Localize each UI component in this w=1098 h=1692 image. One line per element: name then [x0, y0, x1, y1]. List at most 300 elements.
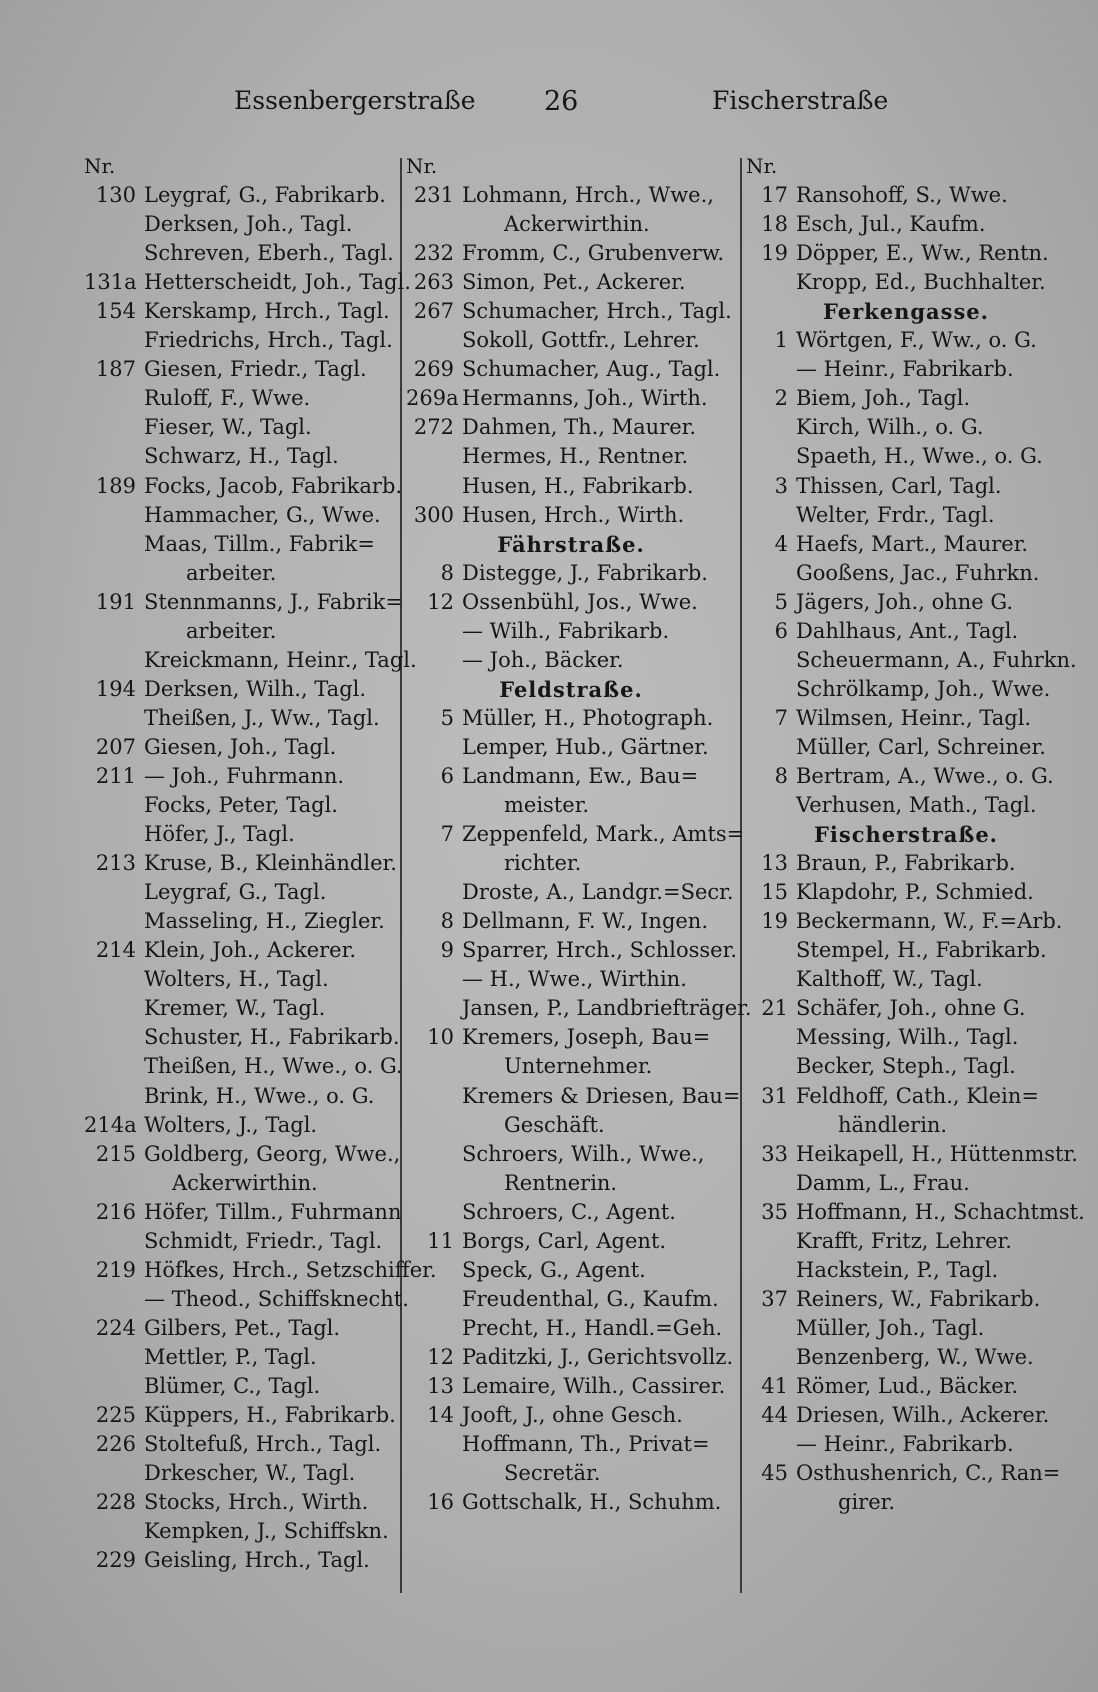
resident-entry: Stocks, Hrch., Wirth.: [144, 1490, 369, 1515]
list-item: [746, 878, 1066, 907]
house-number: 13: [427, 1373, 454, 1398]
house-number: [406, 326, 454, 355]
list-item: [746, 1082, 1066, 1111]
list-item: [84, 181, 406, 210]
resident-entry: Friedrichs, Hrch., Tagl.: [144, 328, 393, 353]
list-item: [406, 559, 736, 588]
resident-entry: — Joh., Fuhrmann.: [144, 763, 345, 788]
resident-entry: Secretär.: [504, 1461, 601, 1486]
list-item: [84, 1314, 406, 1343]
resident-entry: Goldberg, Georg, Wwe.,: [144, 1141, 401, 1166]
resident-entry: Benzenberg, W., Wwe.: [796, 1344, 1034, 1369]
resident-entry: Schroers, C., Agent.: [462, 1199, 676, 1224]
list-item: [84, 762, 406, 791]
list-item: [84, 617, 406, 646]
house-number: 18: [761, 212, 788, 237]
resident-entry: Dellmann, F. W., Ingen.: [462, 909, 709, 934]
resident-entry: Distegge, J., Fabrikarb.: [462, 560, 708, 585]
resident-entry: Rentnerin.: [504, 1170, 618, 1195]
list-item: [746, 1401, 1066, 1430]
resident-entry: Kerskamp, Hrch., Tagl.: [144, 299, 390, 324]
list-item: [746, 413, 1066, 442]
house-number: [406, 791, 454, 820]
list-item: [84, 1517, 406, 1546]
list-item: [746, 1343, 1066, 1372]
house-number: [84, 791, 136, 820]
list-item: [84, 530, 406, 559]
list-item: [746, 501, 1066, 530]
section-heading: Fischerstraße.: [813, 822, 998, 848]
house-number: [746, 1052, 788, 1081]
house-number: 21: [761, 996, 788, 1021]
list-item: [84, 1198, 406, 1227]
list-item: [746, 1198, 1085, 1227]
house-number: [746, 1256, 788, 1285]
house-number: 191: [95, 589, 136, 614]
list-item: [84, 355, 406, 384]
house-number: 14: [427, 1403, 454, 1428]
list-item: [84, 820, 406, 849]
house-number: [84, 1343, 136, 1372]
list-item: [406, 1285, 736, 1314]
resident-entry: Simon, Pet., Ackerer.: [462, 270, 686, 295]
list-item: [746, 1111, 1066, 1140]
resident-entry: Becker, Steph., Tagl.: [796, 1054, 1016, 1079]
resident-entry: Verhusen, Math., Tagl.: [796, 793, 1037, 818]
list-item: [406, 413, 736, 442]
house-number: 12: [427, 1344, 454, 1369]
resident-entry: Ackerwirthin.: [172, 1170, 318, 1195]
resident-entry: Braun, P., Fabrikarb.: [796, 851, 1016, 876]
resident-entry: Leygraf, G., Tagl.: [144, 880, 327, 905]
resident-entry: Welter, Frdr., Tagl.: [796, 502, 995, 527]
resident-entry: Klapdohr, P., Schmied.: [796, 880, 1034, 905]
house-number: 189: [95, 473, 136, 498]
list-item: [746, 530, 1066, 559]
house-number: 131a: [84, 270, 137, 295]
resident-entry: Jansen, P., Landbriefträger.: [462, 996, 752, 1021]
resident-entry: Schroers, Wilh., Wwe.,: [462, 1141, 705, 1166]
resident-entry: Landmann, Ew., Bau=: [462, 763, 699, 788]
house-number: [746, 1488, 788, 1517]
house-number: [84, 994, 136, 1023]
list-item: [746, 1459, 1066, 1488]
resident-entry: Kirch, Wilh., o. G.: [796, 415, 984, 440]
resident-entry: Lemper, Hub., Gärtner.: [462, 734, 709, 759]
list-item: [746, 239, 1066, 268]
nr-header: Nr.: [84, 154, 116, 178]
list-item: [406, 326, 736, 355]
resident-entry: Müller, H., Photograph.: [462, 705, 714, 730]
house-number: [746, 442, 788, 471]
house-number: [406, 1111, 454, 1140]
list-item: [84, 413, 406, 442]
house-number: [746, 1343, 788, 1372]
list-item: [84, 588, 406, 617]
list-item: [746, 384, 1066, 413]
list-item: [746, 442, 1066, 471]
list-item: [406, 617, 736, 646]
resident-entry: Haefs, Mart., Maurer.: [796, 531, 1029, 556]
house-number: [746, 733, 788, 762]
house-number: 214a: [84, 1112, 137, 1137]
house-number: 19: [761, 909, 788, 934]
house-number: [746, 675, 788, 704]
house-number: 226: [95, 1432, 136, 1457]
house-number: 10: [427, 1025, 454, 1050]
house-number: 8: [774, 763, 788, 788]
list-item: [84, 268, 411, 297]
list-item: [746, 791, 1066, 820]
house-number: 35: [761, 1199, 788, 1224]
house-number: 6: [440, 763, 454, 788]
house-number: [84, 1227, 136, 1256]
house-number: [406, 1256, 454, 1285]
house-number: [84, 878, 136, 907]
resident-entry: richter.: [504, 851, 582, 876]
list-item: [746, 472, 1066, 501]
list-item: [746, 1140, 1078, 1169]
house-number: 44: [761, 1403, 788, 1428]
house-number: [84, 1023, 136, 1052]
section-heading: Feldstraße.: [499, 676, 643, 702]
list-item: [84, 326, 406, 355]
list-item: [84, 791, 406, 820]
house-number: [746, 1314, 788, 1343]
resident-entry: Krafft, Fritz, Lehrer.: [796, 1228, 1012, 1253]
house-number: 211: [95, 763, 136, 788]
list-item: [746, 181, 1066, 210]
list-item: [84, 1372, 406, 1401]
list-item: [406, 1256, 736, 1285]
resident-entry: — Wilh., Fabrikarb.: [462, 618, 670, 643]
resident-entry: arbeiter.: [186, 560, 277, 585]
list-item: [746, 1052, 1066, 1081]
resident-entry: Damm, L., Frau.: [796, 1170, 970, 1195]
resident-entry: Kempken, J., Schiffskn.: [144, 1519, 389, 1544]
resident-entry: Kremers & Driesen, Bau=: [462, 1083, 741, 1108]
list-item: [84, 442, 406, 471]
list-item: [84, 1488, 406, 1517]
house-number: [84, 1517, 136, 1546]
resident-entry: Borgs, Carl, Agent.: [462, 1228, 667, 1253]
list-item: [406, 1372, 736, 1401]
house-number: 5: [774, 589, 788, 614]
list-item: [406, 384, 736, 413]
house-number: 224: [95, 1315, 136, 1340]
house-number: 272: [413, 415, 454, 440]
resident-entry: Kreickmann, Heinr., Tagl.: [144, 647, 417, 672]
house-number: 2: [774, 386, 788, 411]
list-item: [406, 501, 736, 530]
resident-entry: Hoffmann, Th., Privat=: [462, 1432, 710, 1457]
resident-entry: Paditzki, J., Gerichtsvollz.: [462, 1344, 734, 1369]
house-number: [84, 1052, 136, 1081]
resident-entry: Stoltefuß, Hrch., Tagl.: [144, 1432, 382, 1457]
resident-entry: Dahlhaus, Ant., Tagl.: [796, 618, 1019, 643]
list-item: [746, 965, 1066, 994]
resident-entry: Brink, H., Wwe., o. G.: [144, 1083, 375, 1108]
house-number: 31: [761, 1083, 788, 1108]
house-number: 6: [774, 618, 788, 643]
resident-entry: Jooft, J., ohne Gesch.: [462, 1403, 683, 1428]
house-number: 7: [440, 822, 454, 847]
house-number: [406, 1140, 454, 1169]
list-item: [84, 1227, 406, 1256]
resident-entry: Precht, H., Handl.=Geh.: [462, 1315, 723, 1340]
list-item: [746, 1023, 1066, 1052]
house-number: [746, 559, 788, 588]
list-item: [746, 1227, 1066, 1256]
running-head-left: Essenbergerstraße: [234, 86, 476, 115]
list-item: [84, 472, 406, 501]
list-item: [746, 1314, 1066, 1343]
resident-entry: Wolters, H., Tagl.: [144, 967, 329, 992]
resident-entry: Fromm, C., Grubenverw.: [462, 241, 724, 266]
house-number: [746, 1430, 788, 1459]
house-number: 154: [95, 299, 136, 324]
list-item: [746, 326, 1066, 355]
resident-entry: Müller, Joh., Tagl.: [796, 1315, 985, 1340]
resident-entry: Husen, Hrch., Wirth.: [462, 502, 685, 527]
house-number: 216: [95, 1199, 136, 1224]
page-number: 26: [544, 86, 579, 117]
resident-entry: Speck, G., Agent.: [462, 1257, 646, 1282]
house-number: 215: [95, 1141, 136, 1166]
house-number: 3: [774, 473, 788, 498]
section-heading: Fährstraße.: [497, 531, 645, 557]
house-number: 17: [761, 183, 788, 208]
resident-entry: Esch, Jul., Kaufm.: [796, 212, 986, 237]
house-number: 214: [95, 938, 136, 963]
house-number: 1: [774, 328, 788, 353]
resident-entry: Maas, Tillm., Fabrik=: [144, 531, 375, 556]
resident-entry: Kruse, B., Kleinhändler.: [144, 851, 397, 876]
resident-entry: Unternehmer.: [504, 1054, 653, 1079]
house-number: 33: [761, 1141, 788, 1166]
list-item: [406, 733, 736, 762]
list-item: [84, 1023, 406, 1052]
house-number: [84, 820, 136, 849]
list-item: [406, 1488, 736, 1517]
list-item: [746, 907, 1066, 936]
list-item: [746, 559, 1066, 588]
house-number: [84, 1372, 136, 1401]
list-item: [84, 1169, 406, 1198]
house-number: 300: [413, 502, 454, 527]
house-number: 213: [95, 851, 136, 876]
house-number: [406, 442, 454, 471]
house-number: 187: [95, 357, 136, 382]
list-item: [406, 1023, 736, 1052]
nr-header: Nr.: [406, 154, 438, 178]
list-item: [84, 1430, 406, 1459]
list-item: [406, 210, 736, 239]
resident-entry: Schrölkamp, Joh., Wwe.: [796, 676, 1051, 701]
resident-entry: Geschäft.: [504, 1112, 605, 1137]
resident-entry: Gooßens, Jac., Fuhrkn.: [796, 560, 1040, 585]
house-number: 8: [440, 909, 454, 934]
house-number: [406, 1052, 454, 1081]
resident-entry: Schuster, H., Fabrikarb.: [144, 1025, 400, 1050]
list-item: [406, 472, 736, 501]
resident-entry: Müller, Carl, Schreiner.: [796, 734, 1046, 759]
house-number: [84, 646, 136, 675]
list-item: [746, 1169, 1066, 1198]
house-number: [84, 1285, 136, 1314]
list-item: [84, 675, 406, 704]
resident-entry: Sokoll, Gottfr., Lehrer.: [462, 328, 700, 353]
house-number: [746, 1169, 788, 1198]
list-item: [746, 1256, 1066, 1285]
resident-entry: Derksen, Joh., Tagl.: [144, 212, 353, 237]
house-number: [746, 501, 788, 530]
house-number: [406, 994, 454, 1023]
house-number: 130: [95, 183, 136, 208]
list-item: [406, 704, 736, 733]
resident-entry: Masseling, H., Ziegler.: [144, 909, 385, 934]
list-item: [84, 384, 406, 413]
resident-entry: händlerin.: [838, 1112, 948, 1137]
list-item: [746, 849, 1066, 878]
list-item: [406, 1227, 736, 1256]
list-item: [746, 762, 1066, 791]
house-number: [746, 1227, 788, 1256]
resident-entry: Schmidt, Friedr., Tagl.: [144, 1228, 383, 1253]
resident-entry: Beckermann, W., F.=Arb.: [796, 909, 1063, 934]
house-number: 5: [440, 705, 454, 730]
list-item: [406, 820, 745, 849]
house-number: [406, 1314, 454, 1343]
house-number: [84, 617, 136, 646]
list-item: [84, 849, 406, 878]
resident-entry: Messing, Wilh., Tagl.: [796, 1025, 1019, 1050]
house-number: 8: [440, 560, 454, 585]
section-heading: Ferkengasse.: [823, 299, 989, 325]
house-number: 13: [761, 851, 788, 876]
list-item: [406, 646, 736, 675]
list-item: [746, 617, 1066, 646]
resident-entry: Höfer, J., Tagl.: [144, 822, 295, 847]
house-number: 228: [95, 1490, 136, 1515]
resident-entry: Gilbers, Pet., Tagl.: [144, 1315, 341, 1340]
house-number: [84, 907, 136, 936]
house-number: [406, 472, 454, 501]
house-number: 37: [761, 1286, 788, 1311]
house-number: [406, 1459, 454, 1488]
list-item: [406, 1343, 736, 1372]
list-item: [746, 936, 1066, 965]
resident-entry: — Theod., Schiffsknecht.: [144, 1286, 409, 1311]
house-number: [84, 965, 136, 994]
resident-entry: Geisling, Hrch., Tagl.: [144, 1548, 370, 1573]
list-item: [406, 907, 736, 936]
list-item: [406, 442, 736, 471]
house-number: [406, 1082, 454, 1111]
resident-entry: Schwarz, H., Tagl.: [144, 444, 339, 469]
house-number: [746, 646, 788, 675]
resident-entry: Gottschalk, H., Schuhm.: [462, 1490, 722, 1515]
resident-entry: Stennmanns, J., Fabrik=: [144, 589, 403, 614]
resident-entry: Freudenthal, G., Kaufm.: [462, 1286, 719, 1311]
list-item: [746, 1372, 1066, 1401]
resident-entry: Kalthoff, W., Tagl.: [796, 967, 983, 992]
resident-entry: Hoffmann, H., Schachtmst.: [796, 1199, 1085, 1224]
list-item: [406, 965, 736, 994]
house-number: 9: [440, 938, 454, 963]
list-item: [84, 210, 406, 239]
list-item: [84, 1343, 406, 1372]
list-item: [406, 1052, 736, 1081]
resident-entry: Kropp, Ed., Buchhalter.: [796, 270, 1046, 295]
resident-entry: Spaeth, H., Wwe., o. G.: [796, 444, 1043, 469]
list-item: [84, 559, 406, 588]
house-number: [84, 1459, 136, 1488]
house-number: [406, 849, 454, 878]
list-item: [746, 675, 1066, 704]
list-item: [406, 1459, 736, 1488]
house-number: 16: [427, 1490, 454, 1515]
resident-entry: Heikapell, H., Hüttenmstr.: [796, 1141, 1078, 1166]
list-item: [84, 965, 406, 994]
list-item: [406, 1314, 736, 1343]
house-number: [84, 530, 136, 559]
resident-entry: Derksen, Wilh., Tagl.: [144, 676, 367, 701]
list-item: [84, 297, 406, 326]
house-number: 7: [774, 705, 788, 730]
resident-entry: Fieser, W., Tagl.: [144, 415, 312, 440]
house-number: 263: [413, 270, 454, 295]
list-item: [84, 646, 417, 675]
house-number: [746, 1023, 788, 1052]
list-item: [406, 1401, 736, 1430]
house-number: 41: [761, 1373, 788, 1398]
resident-entry: Jägers, Joh., ohne G.: [796, 589, 1014, 614]
house-number: [406, 1198, 454, 1227]
resident-entry: Thissen, Carl, Tagl.: [796, 473, 1002, 498]
list-item: [746, 588, 1066, 617]
list-item: [84, 1546, 406, 1575]
resident-entry: Feldhoff, Cath., Klein=: [796, 1083, 1039, 1108]
resident-entry: Schreven, Eberh., Tagl.: [144, 241, 394, 266]
resident-entry: Wörtgen, F., Ww., o. G.: [796, 328, 1037, 353]
resident-entry: Bertram, A., Wwe., o. G.: [796, 763, 1054, 788]
house-number: 229: [95, 1548, 136, 1573]
resident-entry: Giesen, Joh., Tagl.: [144, 734, 337, 759]
resident-entry: Focks, Peter, Tagl.: [144, 793, 338, 818]
resident-entry: Küppers, H., Fabrikarb.: [144, 1403, 396, 1428]
house-number: [406, 733, 454, 762]
list-item: [406, 588, 736, 617]
list-item: [406, 1198, 736, 1227]
resident-entry: Biem, Joh., Tagl.: [796, 386, 971, 411]
resident-entry: Lemaire, Wilh., Cassirer.: [462, 1373, 726, 1398]
house-number: 225: [95, 1403, 136, 1428]
resident-entry: meister.: [504, 793, 590, 818]
list-item: [746, 268, 1066, 297]
resident-entry: Kremers, Joseph, Bau=: [462, 1025, 711, 1050]
resident-entry: Giesen, Friedr., Tagl.: [144, 357, 367, 382]
house-number: [406, 617, 454, 646]
list-item: [84, 994, 406, 1023]
house-number: [84, 210, 136, 239]
house-number: [84, 559, 136, 588]
list-item: [84, 239, 406, 268]
resident-entry: Focks, Jacob, Fabrikarb.: [144, 473, 403, 498]
house-number: 269: [413, 357, 454, 382]
list-item: [406, 1082, 741, 1111]
resident-entry: Sparrer, Hrch., Schlosser.: [462, 938, 738, 963]
